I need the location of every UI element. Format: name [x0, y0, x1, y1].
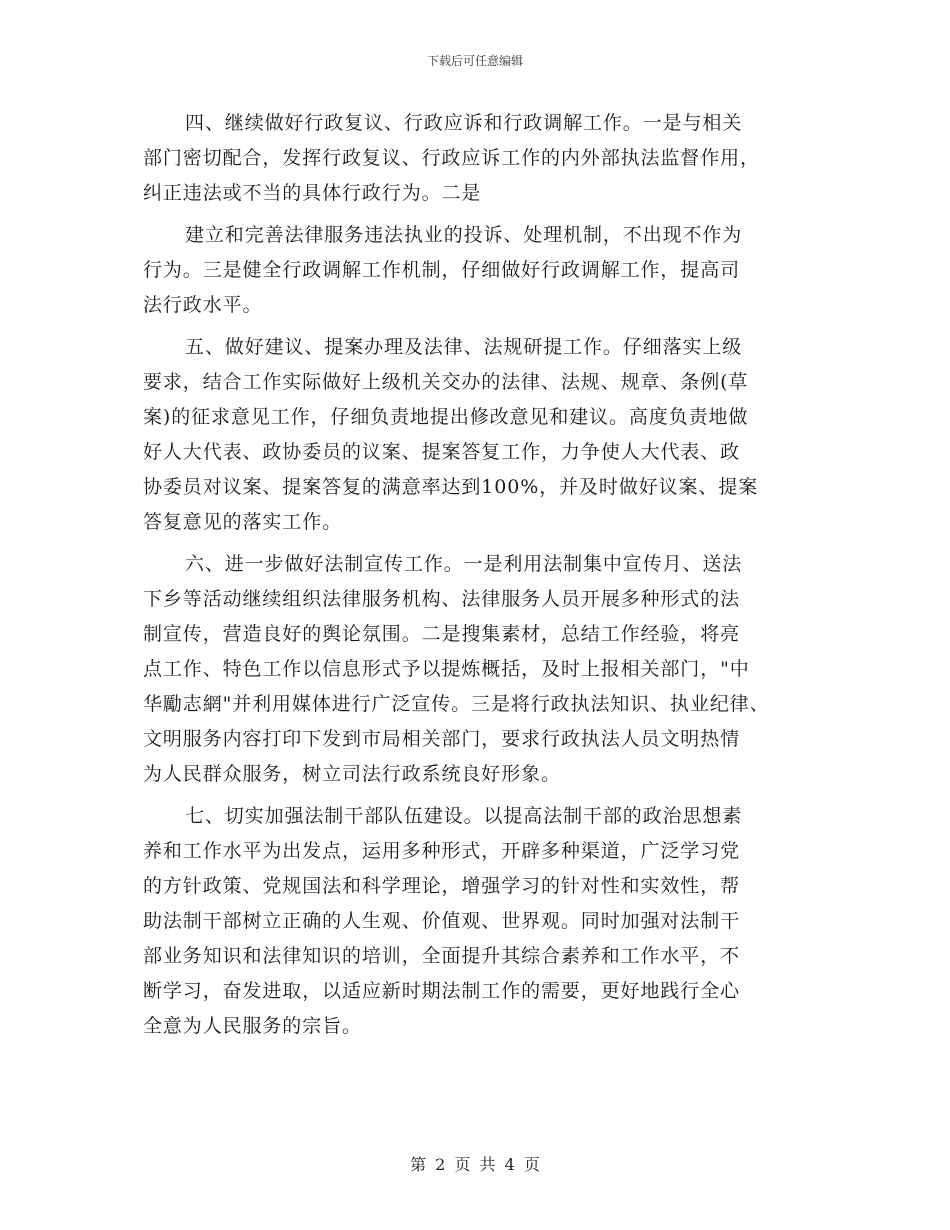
paragraph-line: 为人民群众服务，树立司法行政系统良好形象。: [143, 763, 561, 785]
paragraph-line: 行为。三是健全行政调解工作机制，仔细做好行政调解工作，提高司: [143, 259, 741, 281]
paragraph-line: 断学习，奋发进取，以适应新时期法制工作的需要，更好地践行全心: [143, 980, 741, 1002]
paragraph-line: 建立和完善法律服务违法执业的投诉、处理机制，不出现不作为: [185, 224, 743, 246]
paragraph-line: 助法制干部树立正确的人生观、价值观、世界观。同时加强对法制干: [143, 910, 741, 932]
paragraph-line: 部门密切配合，发挥行政复议、行政应诉工作的内外部执法监督作用，: [143, 147, 760, 169]
paragraph-line: 下乡等活动继续组织法律服务机构、法律服务人员开展多种形式的法: [143, 588, 741, 610]
page-header: 下载后可任意编辑: [426, 54, 523, 68]
paragraph-line: 部业务知识和法律知识的培训，全面提升其综合素养和工作水平，不: [143, 945, 741, 967]
document-body: [143, 106, 813, 1044]
paragraph-line: 案)的征求意见工作，仔细负责地提出修改意见和建议。高度负责地做: [143, 406, 749, 428]
paragraph-line: 华勵志網"并利用媒体进行广泛宣传。三是将行政执法知识、执业纪律、: [143, 693, 770, 715]
paragraph-line: 法行政水平。: [143, 294, 263, 316]
paragraph-line: 答复意见的落实工作。: [143, 511, 343, 533]
paragraph-line: 点工作、特色工作以信息形式予以提炼概括，及时上报相关部门，"中: [143, 658, 750, 680]
paragraph-line: 四、继续做好行政复议、行政应诉和行政调解工作。一是与相关: [185, 112, 743, 134]
paragraph-line: 协委员对议案、提案答复的满意率达到100%，并及时做好议案、提案: [143, 476, 759, 498]
paragraph-line: 制宣传，营造良好的舆论氛围。二是搜集素材，总结工作经验，将亮: [143, 623, 741, 645]
paragraph-line: 好人大代表、政协委员的议案、提案答复工作，力争使人大代表、政: [143, 441, 741, 463]
paragraph-line: 的方针政策、党规国法和科学理论，增强学习的针对性和实效性，帮: [143, 875, 741, 897]
paragraph-line: 五、做好建议、提案办理及法律、法规研提工作。仔细落实上级: [185, 336, 743, 358]
paragraph-line: 七、切实加强法制干部队伍建设。以提高法制干部的政治思想素: [185, 805, 743, 827]
paragraph-line: 养和工作水平为出发点，运用多种形式，开辟多种渠道，广泛学习党: [143, 840, 741, 862]
paragraph-line: 六、进一步做好法制宣传工作。一是利用法制集中宣传月、送法: [185, 553, 743, 575]
paragraph-line: 纠正违法或不当的具体行政行为。二是: [143, 182, 482, 204]
paragraph-line: 文明服务内容打印下发到市局相关部门，要求行政执法人员文明热情: [143, 728, 741, 750]
paragraph-line: 要求，结合工作实际做好上级机关交办的法律、法规、规章、条例(草: [143, 371, 749, 393]
page-footer: 第 2 页 共 4 页: [410, 1155, 540, 1174]
paragraph-line: 全意为人民服务的宗旨。: [143, 1015, 362, 1037]
